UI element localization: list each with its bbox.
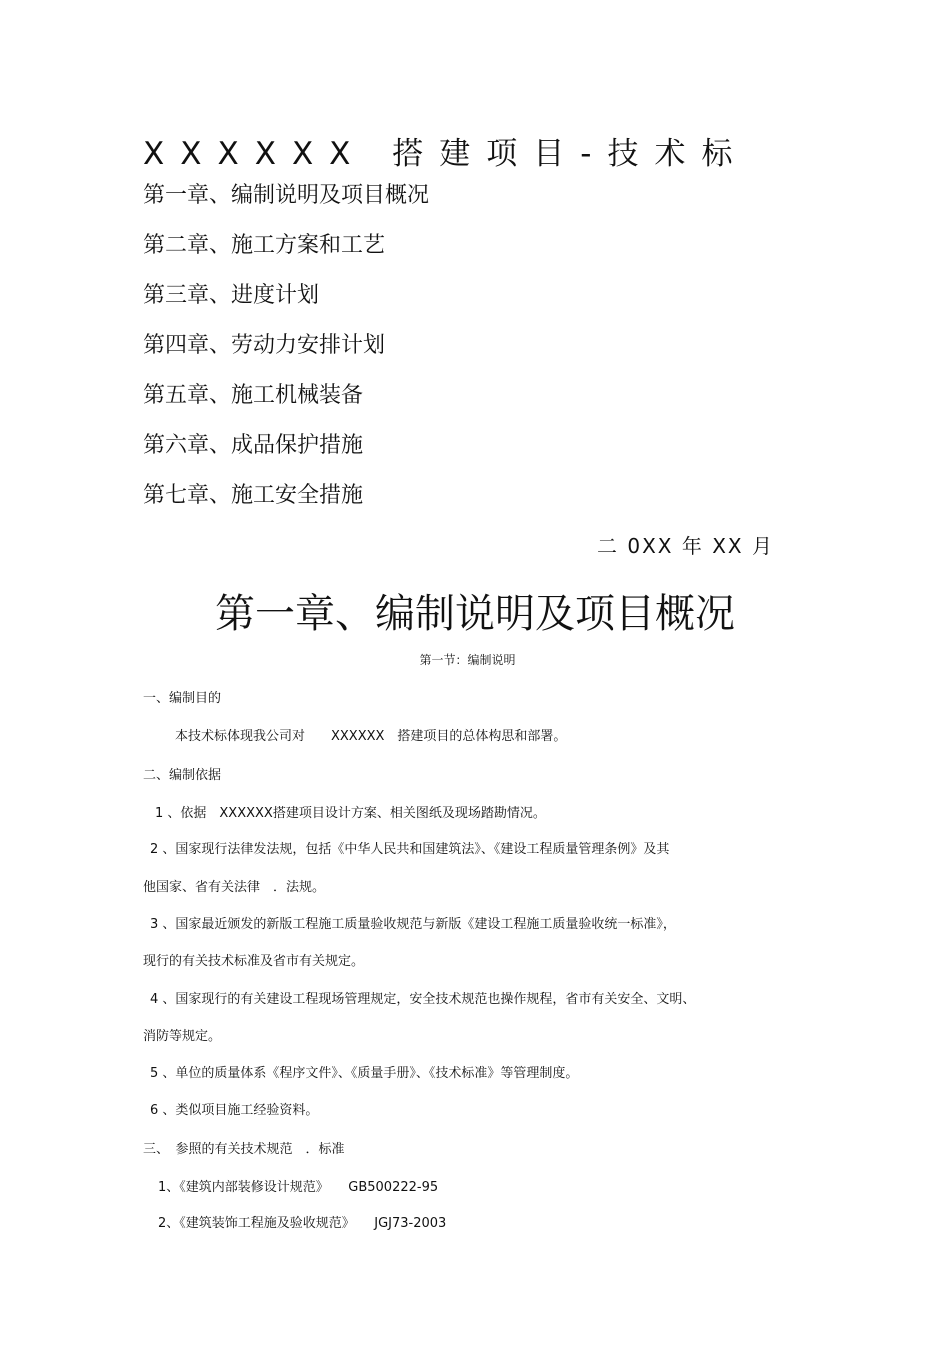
standard-item-1: 1、《建筑内部装修设计规范》 GB500222-95: [158, 1180, 439, 1195]
toc-item-4: 第四章、劳动力安排计划: [143, 333, 386, 358]
toc-item-1: 第一章、编制说明及项目概况: [143, 183, 430, 208]
heading-basis: 二、编制依据: [143, 768, 222, 783]
standard-item-2: 2、《建筑装饰工程施及验收规范》 JGJ73-2003: [158, 1216, 447, 1231]
toc-item-2: 第二章、施工方案和工艺: [143, 233, 386, 258]
document-title: XXXXXX 搭建项目-技术标: [143, 136, 749, 172]
chapter-title: 第一章、编制说明及项目概况: [215, 591, 735, 637]
basis-item-3: 3 、国家最近颁发的新版工程施工质量验收规范与新版《建设工程施工质量验收统一标准》，: [150, 917, 676, 932]
toc-item-7: 第七章、施工安全措施: [143, 483, 364, 508]
basis-item-1: 1 、依据 XXXXXX搭建项目设计方案、相关图纸及现场踏勘情况。: [155, 806, 546, 821]
section-title: 第一节：编制说明: [419, 653, 516, 667]
basis-item-2: 2 、国家现行法律发法规，包括《中华人民共和国建筑法》、《建设工程质量管理条例》及其: [150, 842, 670, 857]
toc-item-6: 第六章、成品保护措施: [143, 433, 364, 458]
document-date: 二 0XX 年 XX 月: [597, 534, 774, 558]
basis-item-6: 6 、类似项目施工经验资料。: [150, 1103, 319, 1118]
basis-item-4-cont: 消防等规定。: [143, 1029, 222, 1044]
paragraph-purpose: 本技术标体现我公司对 XXXXXX 搭建项目的总体构思和部署。: [175, 729, 567, 744]
toc-item-3: 第三章、进度计划: [143, 283, 320, 308]
heading-purpose: 一、编制目的: [143, 691, 222, 706]
basis-item-2-cont: 他国家、省有关法律 ．法规。: [143, 880, 326, 895]
toc-item-5: 第五章、施工机械装备: [143, 383, 364, 408]
basis-item-4: 4 、国家现行的有关建设工程现场管理规定，安全技术规范也操作规程，省市有关安全、文明、: [150, 992, 696, 1007]
heading-standards: 三、 参照的有关技术规范 ．标准: [143, 1142, 345, 1157]
basis-item-5: 5 、单位的质量体系《程序文件》、《质量手册》、《技术标准》等管理制度。: [150, 1066, 579, 1081]
basis-item-3-cont: 现行的有关技术标准及省市有关规定。: [143, 954, 365, 969]
